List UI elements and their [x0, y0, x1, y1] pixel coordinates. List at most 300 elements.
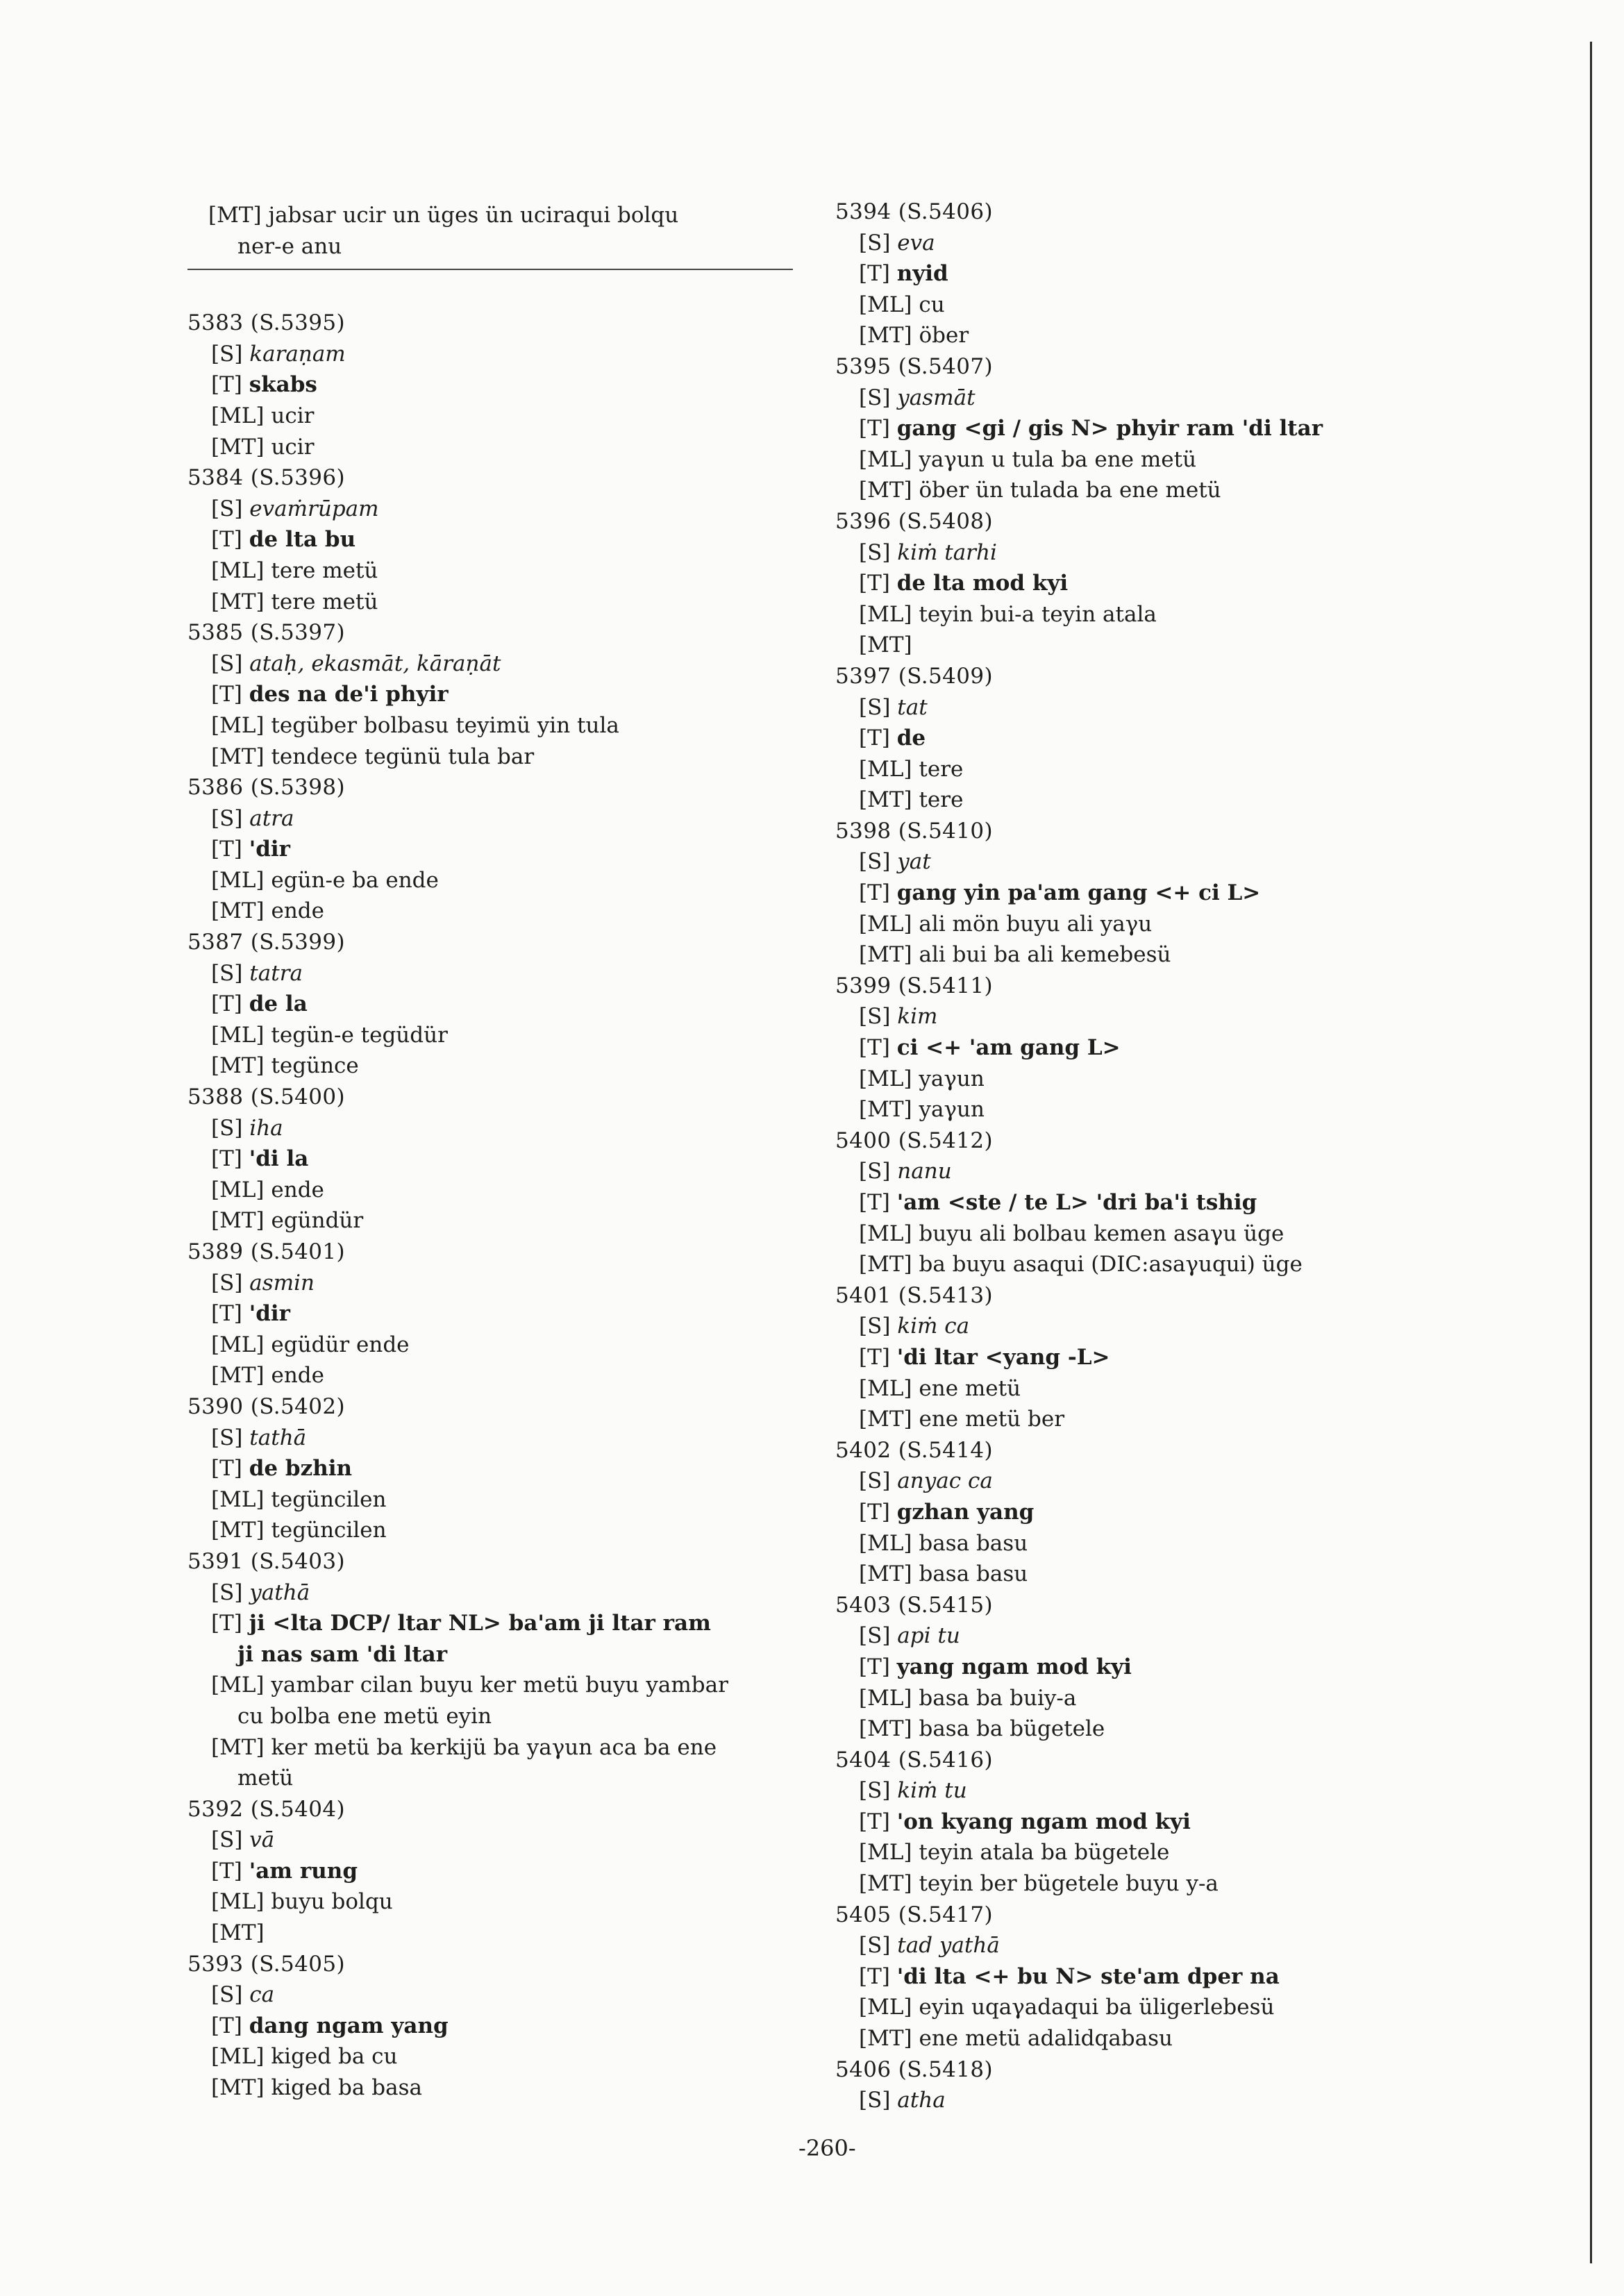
- term-text: tatra: [249, 960, 303, 986]
- page-edge-line: [1590, 42, 1592, 2263]
- language-tag: [ML]: [859, 1685, 912, 1711]
- language-tag: [T]: [859, 1809, 890, 1834]
- intro-continuation: ner-e anu: [237, 233, 342, 259]
- language-tag: [ML]: [859, 756, 912, 782]
- entry-number: 5395 (S.5407): [835, 353, 994, 379]
- language-tag: [MT]: [859, 1716, 912, 1742]
- term-text: 'di lta <+ bu N> ste'am dper na: [896, 1963, 1280, 1989]
- term-text: vā: [249, 1827, 275, 1853]
- entry-line: [187, 2041, 819, 2072]
- language-tag: [ML]: [859, 292, 912, 317]
- dictionary-entry: [835, 1590, 1460, 1745]
- entry-line: [835, 1620, 1460, 1652]
- term-text: iha: [249, 1115, 283, 1141]
- entry-line: [835, 1466, 1460, 1497]
- dictionary-entry: [835, 1280, 1460, 1435]
- term-text: tathā: [249, 1425, 307, 1450]
- language-tag: [S]: [211, 1115, 243, 1141]
- term-text: yaγun: [919, 1066, 985, 1091]
- term-text: de: [896, 726, 926, 751]
- entry-line: [187, 432, 819, 463]
- term-continuation: cu bolba ene metü eyin: [237, 1703, 492, 1729]
- language-tag: [MT]: [859, 478, 912, 503]
- language-tag: [ML]: [211, 1486, 265, 1512]
- entry-line: [187, 1577, 819, 1609]
- language-tag: [T]: [859, 1035, 890, 1061]
- term-text: de lta bu: [249, 527, 356, 553]
- term-text: basa ba bügetele: [919, 1716, 1105, 1742]
- entry-line: [835, 692, 1460, 723]
- entry-line: [187, 1453, 819, 1484]
- dictionary-entry: [835, 351, 1460, 506]
- entry-line: [835, 228, 1460, 259]
- dictionary-entry: [187, 1237, 819, 1391]
- entry-line: [835, 258, 1460, 290]
- entry-line: [187, 989, 819, 1020]
- entry-line: [835, 599, 1460, 630]
- term-text: kim: [897, 1004, 938, 1030]
- entry-line: [187, 1143, 819, 1175]
- entry-line: [187, 1825, 819, 1856]
- entry-line: [835, 413, 1460, 444]
- language-tag: [ML]: [211, 1332, 265, 1357]
- entry-line: [187, 1298, 819, 1330]
- term-continuation: ji nas sam 'di ltar: [237, 1641, 448, 1667]
- language-tag: [T]: [211, 527, 242, 553]
- entry-line: [835, 1683, 1460, 1714]
- term-text: tegüncilen: [271, 1486, 387, 1512]
- language-tag: [ML]: [211, 558, 265, 583]
- language-tag: [S]: [211, 805, 243, 831]
- term-text: 'dir: [249, 1301, 291, 1327]
- dictionary-entry: [187, 1949, 819, 2104]
- left-entries: [187, 308, 819, 2103]
- language-tag: [ML]: [211, 1177, 265, 1203]
- language-tag: [MT]: [211, 589, 265, 614]
- term-text: kiṁ ca: [897, 1314, 970, 1339]
- term-text: teyin atala ba bügetele: [919, 1840, 1170, 1866]
- language-tag: [MT]: [859, 1407, 912, 1432]
- language-tag: [T]: [859, 261, 890, 287]
- language-tag: [T]: [211, 991, 242, 1017]
- entry-line: [187, 958, 819, 989]
- entry-line: [835, 1001, 1460, 1032]
- language-tag: [S]: [859, 2088, 891, 2113]
- term-text: gzhan yang: [896, 1499, 1035, 1525]
- language-tag: [S]: [211, 1270, 243, 1296]
- language-tag: [MT]: [859, 942, 912, 968]
- dictionary-entry: [187, 462, 819, 617]
- term-text: 'dir: [249, 837, 291, 862]
- language-tag: [S]: [859, 385, 891, 410]
- entry-line: [835, 1807, 1460, 1838]
- dictionary-entry: [835, 1125, 1460, 1280]
- term-text: buyu ali bolbau kemen asaγu üge: [919, 1221, 1284, 1246]
- language-tag: [T]: [211, 372, 242, 398]
- language-tag: [S]: [211, 651, 243, 676]
- term-text: dang ngam yang: [249, 2013, 449, 2038]
- term-text: ji <lta DCP/ ltar NL> ba'am ji ltar ram: [249, 1611, 711, 1636]
- language-tag: [T]: [859, 1499, 890, 1525]
- page-number: -260-: [798, 2135, 856, 2161]
- term-text: tegünce: [271, 1053, 359, 1079]
- language-tag: [MT]: [859, 1561, 912, 1587]
- entry-line: [187, 1050, 819, 1082]
- term-text: tendece tegünü tula bar: [271, 744, 535, 769]
- entry-number: 5389 (S.5401): [187, 1239, 346, 1264]
- entry-number: 5396 (S.5408): [835, 508, 994, 534]
- term-text: ene metü: [919, 1375, 1021, 1401]
- term-text: egüdür ende: [271, 1332, 410, 1357]
- term-text: ataḥ, ekasmāt, kāraṇāt: [249, 651, 501, 676]
- language-tag: [ML]: [211, 2044, 265, 2070]
- entry-line: [187, 1918, 819, 1949]
- entry-line: [835, 475, 1460, 506]
- entry-line: [187, 587, 819, 618]
- intro-line: [MT] jabsar ucir un üges ün uciraqui bolqu: [208, 203, 679, 228]
- dictionary-entry: [187, 1391, 819, 1546]
- language-tag: [T]: [859, 1344, 890, 1370]
- term-text: tat: [897, 694, 928, 720]
- entry-line: [835, 1156, 1460, 1187]
- entry-line: [187, 1515, 819, 1546]
- term-text: ende: [271, 1177, 324, 1203]
- dictionary-entry: [835, 2054, 1460, 2116]
- language-tag: [ML]: [859, 1840, 912, 1866]
- dictionary-entry: [835, 1745, 1460, 1900]
- term-text: anyac ca: [897, 1468, 993, 1494]
- term-text: 'di ltar <yang -L>: [896, 1344, 1110, 1370]
- entry-line: [187, 339, 819, 370]
- term-text: tegüber bolbasu teyimü yin tula: [271, 712, 619, 738]
- language-tag: [T]: [211, 1456, 242, 1482]
- language-tag: [MT]: [211, 1363, 265, 1389]
- language-tag: [S]: [859, 1933, 891, 1959]
- entry-line: [187, 1670, 819, 1701]
- entry-line: [187, 1268, 819, 1299]
- entry-line: [835, 1249, 1460, 1280]
- term-text: 'di la: [249, 1146, 309, 1172]
- language-tag: [ML]: [211, 403, 265, 428]
- term-text: de bzhin: [249, 1456, 353, 1482]
- entry-line: [187, 896, 819, 927]
- entry-line: [187, 1732, 819, 1763]
- separator-rule: [187, 269, 793, 270]
- language-tag: [MT]: [211, 434, 265, 460]
- term-text: yat: [897, 849, 931, 875]
- entry-number: 5393 (S.5405): [187, 1951, 346, 1977]
- language-tag: [S]: [859, 1314, 891, 1339]
- entry-line: [835, 1713, 1460, 1745]
- term-text: yambar cilan buyu ker metü buyu yambar: [271, 1673, 728, 1698]
- language-tag: [ML]: [211, 1673, 265, 1698]
- entry-line: [187, 1856, 819, 1887]
- language-tag: [ML]: [859, 1221, 912, 1246]
- term-text: ali mön buyu ali yaγu: [919, 911, 1153, 937]
- language-tag: [S]: [859, 1468, 891, 1494]
- term-text: skabs: [249, 372, 317, 398]
- language-tag: [S]: [859, 230, 891, 255]
- entry-line: [835, 630, 1460, 661]
- entry-line: [835, 1528, 1460, 1559]
- term-text: teyin bui-a teyin atala: [919, 601, 1157, 627]
- language-tag: [ML]: [859, 1066, 912, 1091]
- language-tag: [ML]: [859, 446, 912, 472]
- entry-line: [187, 1484, 819, 1516]
- entry-line: [835, 1094, 1460, 1125]
- language-tag: [T]: [859, 416, 890, 442]
- term-text: atra: [249, 805, 294, 831]
- term-text: tad yathā: [897, 1933, 1000, 1959]
- language-tag: [S]: [859, 849, 891, 875]
- language-tag: [S]: [211, 960, 243, 986]
- term-text: nanu: [897, 1159, 952, 1184]
- entry-number: 5397 (S.5409): [835, 663, 994, 689]
- entry-line: [187, 494, 819, 525]
- term-text: basa ba buiy-a: [919, 1685, 1077, 1711]
- language-tag: [ML]: [859, 1375, 912, 1401]
- term-text: yaγun: [919, 1097, 985, 1123]
- entry-number: 5401 (S.5413): [835, 1282, 994, 1308]
- language-tag: [T]: [859, 571, 890, 596]
- term-text: öber ün tulada ba ene metü: [919, 478, 1221, 503]
- entry-line: [835, 320, 1460, 351]
- entry-line: [835, 1064, 1460, 1095]
- language-tag: [S]: [211, 1425, 243, 1450]
- term-text: ci <+ 'am gang L>: [896, 1035, 1121, 1061]
- language-tag: [S]: [859, 1778, 891, 1804]
- term-text: 'am rung: [249, 1858, 358, 1884]
- term-text: ba buyu asaqui (DIC:asaγuqui) üge: [919, 1252, 1303, 1277]
- entry-line: [835, 1032, 1460, 1064]
- language-tag: [S]: [859, 1159, 891, 1184]
- entry-line: [835, 1404, 1460, 1435]
- dictionary-entry: [835, 816, 1460, 971]
- term-text: ali bui ba ali kemebesü: [919, 942, 1171, 968]
- language-tag: [MT]: [211, 1518, 265, 1543]
- language-tag: [S]: [211, 496, 243, 521]
- language-tag: [S]: [859, 539, 891, 565]
- dictionary-entry: [835, 971, 1460, 1125]
- term-text: gang <gi / gis N> phyir ram 'di ltar: [896, 416, 1323, 442]
- entry-line: [835, 1187, 1460, 1218]
- term-text: ene metü ber: [919, 1407, 1065, 1432]
- term-text: ker metü ba kerkijü ba yaγun aca ba ene: [271, 1734, 717, 1760]
- language-tag: [T]: [211, 2013, 242, 2038]
- entry-number: 5386 (S.5398): [187, 775, 346, 801]
- term-text: eyin uqaγadaqui ba üligerlebesü: [919, 1995, 1275, 2020]
- term-text: yasmāt: [897, 385, 976, 410]
- entry-number: 5398 (S.5410): [835, 818, 994, 844]
- language-tag: [ML]: [859, 601, 912, 627]
- language-tag: [MT]: [211, 1734, 265, 1760]
- entry-line: [835, 1961, 1460, 1993]
- entry-line: [187, 1886, 819, 1918]
- entry-line: [835, 2085, 1460, 2116]
- entry-number: 5403 (S.5415): [835, 1592, 994, 1618]
- term-text: yathā: [249, 1579, 310, 1605]
- term-text: karaṇam: [249, 341, 346, 367]
- entry-number: 5394 (S.5406): [835, 199, 994, 224]
- language-tag: [MT]: [211, 1920, 265, 1946]
- language-tag: [T]: [211, 837, 242, 862]
- entry-line: [835, 1837, 1460, 1868]
- entry-number: 5391 (S.5403): [187, 1548, 346, 1574]
- term-text: basa basu: [919, 1561, 1028, 1587]
- entry-line: [187, 1423, 819, 1454]
- term-text: öber: [919, 323, 969, 349]
- language-tag: [MT]: [859, 1871, 912, 1897]
- term-text: cu: [919, 292, 945, 317]
- term-text: teyin ber bügetele buyu y-a: [919, 1871, 1219, 1897]
- entry-line: [835, 1775, 1460, 1807]
- entry-line: [835, 1497, 1460, 1528]
- term-text: api tu: [897, 1623, 960, 1649]
- dictionary-entry: [187, 1546, 819, 1794]
- language-tag: [S]: [859, 1623, 891, 1649]
- language-tag: [MT]: [859, 323, 912, 349]
- language-tag: [T]: [859, 1190, 890, 1215]
- language-tag: [ML]: [211, 867, 265, 893]
- entry-number: 5384 (S.5396): [187, 465, 346, 491]
- entry-number: 5400 (S.5412): [835, 1128, 994, 1153]
- language-tag: [S]: [211, 1827, 243, 1853]
- dictionary-entry: [835, 661, 1460, 816]
- entry-line: [187, 555, 819, 587]
- entry-line: [835, 785, 1460, 816]
- entry-number: 5402 (S.5414): [835, 1437, 994, 1463]
- dictionary-entry: [187, 1082, 819, 1237]
- entry-line: [835, 754, 1460, 785]
- entry-line: [835, 383, 1460, 414]
- entry-line: [187, 1175, 819, 1206]
- dictionary-entry: [187, 1794, 819, 1949]
- term-text: tere: [919, 787, 964, 813]
- entry-line: [187, 865, 819, 896]
- entry-line: [835, 878, 1460, 909]
- language-tag: [MT]: [211, 2075, 265, 2101]
- entry-line: [187, 369, 819, 401]
- term-text: asmin: [249, 1270, 315, 1296]
- entry-line: [187, 741, 819, 773]
- language-tag: [ML]: [859, 1995, 912, 2020]
- entry-line: [187, 1020, 819, 1051]
- entry-line: [187, 1330, 819, 1361]
- term-text: kiṁ tarhi: [897, 539, 997, 565]
- entry-number: 5392 (S.5404): [187, 1796, 346, 1822]
- entry-line: [835, 846, 1460, 878]
- entry-number: 5399 (S.5411): [835, 973, 994, 998]
- language-tag: [S]: [211, 1579, 243, 1605]
- language-tag: [T]: [211, 1611, 242, 1636]
- entry-line: [187, 803, 819, 835]
- language-tag: [MT]: [859, 787, 912, 813]
- term-text: ende: [271, 1363, 324, 1389]
- dictionary-entry: [835, 196, 1460, 351]
- language-tag: [T]: [211, 1858, 242, 1884]
- entry-line: [835, 909, 1460, 940]
- dictionary-entry: [187, 927, 819, 1082]
- entry-line: [835, 537, 1460, 569]
- entry-line: [187, 2011, 819, 2042]
- dictionary-entry: [187, 617, 819, 772]
- term-text: basa basu: [919, 1530, 1028, 1556]
- language-tag: [T]: [859, 1654, 890, 1679]
- language-tag: [S]: [859, 1004, 891, 1030]
- language-tag: [T]: [211, 1146, 242, 1172]
- entry-line: [835, 568, 1460, 599]
- entry-line: [835, 1652, 1460, 1683]
- entry-line: [187, 2072, 819, 2104]
- entry-line: [835, 1559, 1460, 1590]
- entry-line: [187, 1113, 819, 1144]
- dictionary-entry: [835, 1435, 1460, 1590]
- entry-line: [835, 1218, 1460, 1250]
- entry-line: [187, 679, 819, 710]
- language-tag: [MT]: [859, 632, 912, 658]
- dictionary-entry: [187, 772, 819, 927]
- dictionary-entry: [187, 308, 819, 462]
- term-text: 'on kyang ngam mod kyi: [896, 1809, 1191, 1834]
- language-tag: [MT]: [859, 1252, 912, 1277]
- entry-line: [835, 1992, 1460, 2023]
- term-text: ene metü adalidqabasu: [919, 2026, 1173, 2052]
- entry-line: [835, 444, 1460, 476]
- term-text: evaṁrūpam: [249, 496, 379, 521]
- language-tag: [MT]: [211, 744, 265, 769]
- entry-line: [187, 710, 819, 741]
- language-tag: [T]: [859, 726, 890, 751]
- language-tag: [MT]: [211, 1053, 265, 1079]
- term-text: tere metü: [271, 589, 378, 614]
- language-tag: [ML]: [211, 1022, 265, 1048]
- term-text: ucir: [271, 403, 315, 428]
- term-text: kiged ba cu: [271, 2044, 398, 2070]
- entry-line: [835, 1373, 1460, 1405]
- language-tag: [MT]: [211, 898, 265, 924]
- language-tag: [T]: [211, 682, 242, 707]
- entry-number: 5405 (S.5417): [835, 1902, 994, 1927]
- entry-number: 5388 (S.5400): [187, 1084, 346, 1110]
- term-text: nyid: [896, 261, 948, 287]
- entry-line: [187, 834, 819, 865]
- language-tag: [ML]: [859, 1530, 912, 1556]
- entry-line: [187, 1205, 819, 1237]
- term-text: egün-e ba ende: [271, 867, 439, 893]
- language-tag: [S]: [211, 341, 243, 367]
- entry-line: [187, 524, 819, 555]
- language-tag: [ML]: [211, 1889, 265, 1915]
- term-text: yaγun u tula ba ene metü: [919, 446, 1197, 472]
- entry-line: [835, 1311, 1460, 1342]
- term-text: de lta mod kyi: [896, 571, 1069, 596]
- term-text: atha: [897, 2088, 946, 2113]
- language-tag: [S]: [859, 694, 891, 720]
- entry-line: [187, 401, 819, 432]
- language-tag: [ML]: [211, 712, 265, 738]
- entry-number: 5406 (S.5418): [835, 2056, 994, 2082]
- entry-line: [835, 1930, 1460, 1961]
- entry-line: [835, 1868, 1460, 1900]
- term-text: kiṁ tu: [897, 1778, 967, 1804]
- term-text: 'am <ste / te L> 'dri ba'i tshig: [896, 1190, 1257, 1215]
- entry-number: 5385 (S.5397): [187, 620, 346, 646]
- language-tag: [ML]: [859, 911, 912, 937]
- right-entries: [835, 196, 1460, 2116]
- language-tag: [T]: [859, 880, 890, 906]
- right-column: [835, 196, 1460, 2116]
- left-column: [187, 200, 819, 2104]
